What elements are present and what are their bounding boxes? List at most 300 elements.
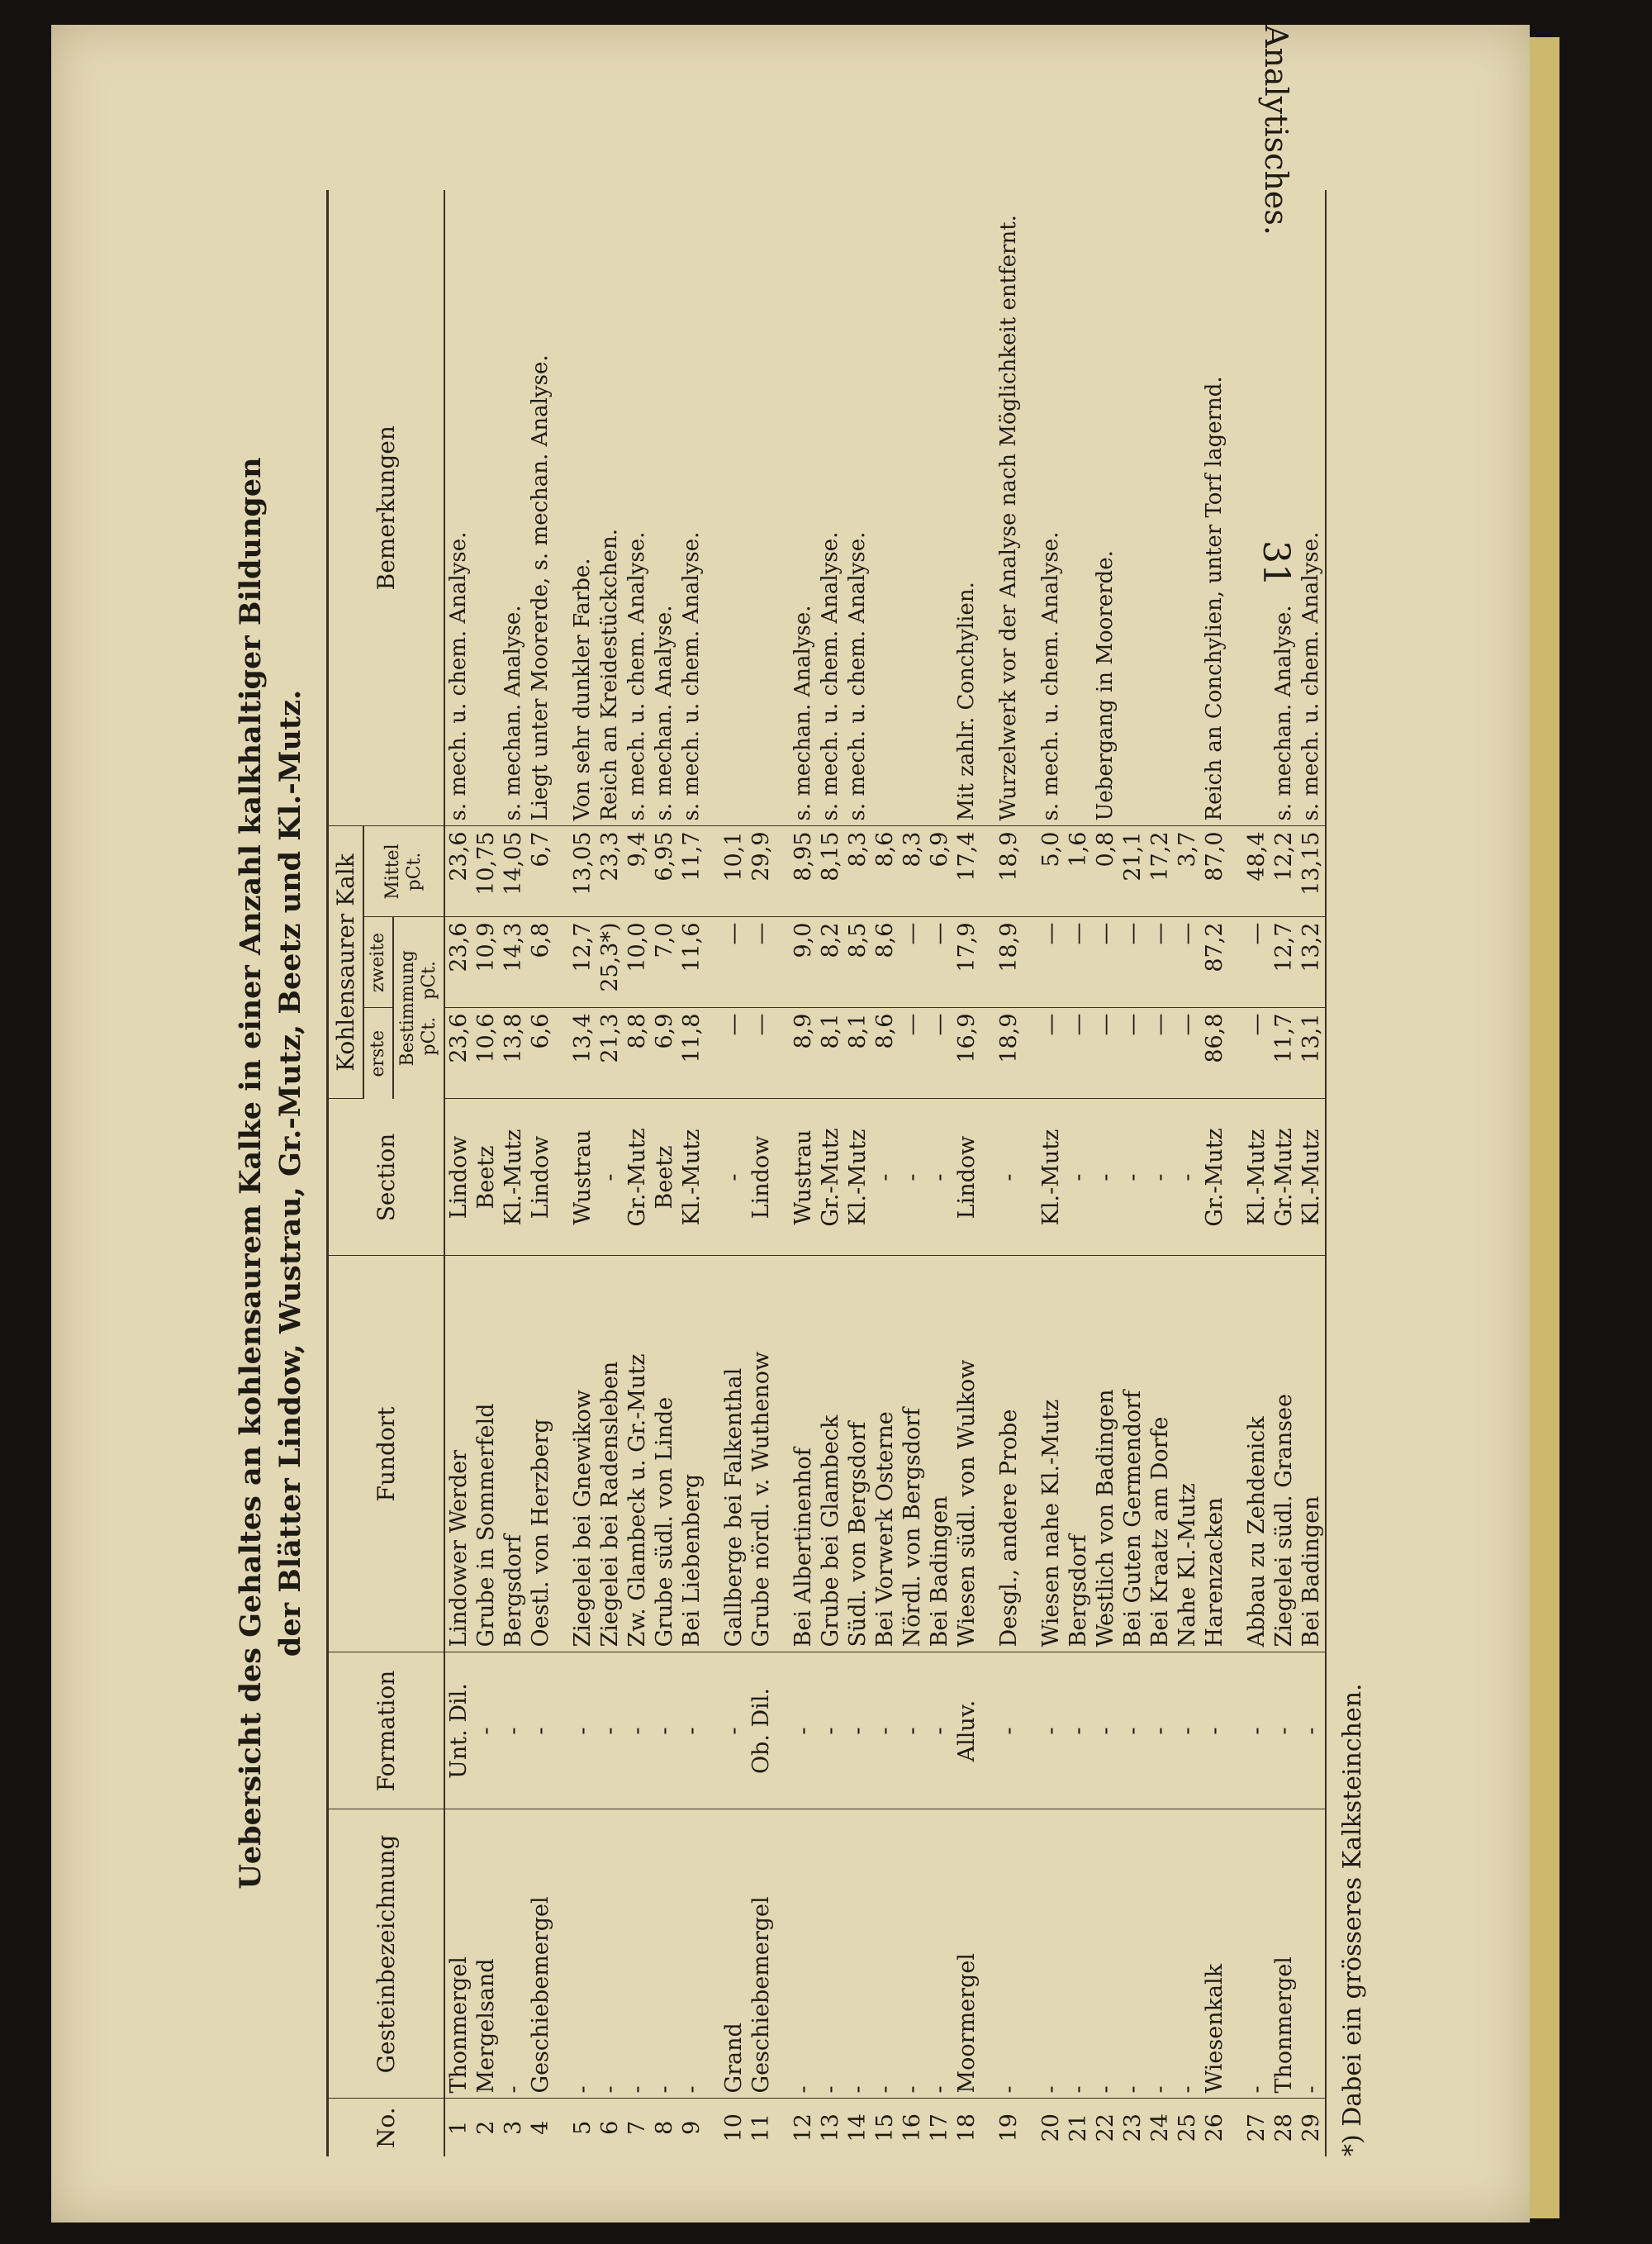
row-section: Kl.-Mutz [1023, 1099, 1065, 1256]
row-erste: 16,9 [953, 1008, 980, 1099]
row-zweite: — [926, 917, 953, 1008]
row-section: - [899, 1099, 926, 1256]
row-no: 26 [1202, 2113, 1227, 2142]
running-title: Analytisches. [1258, 25, 1294, 235]
row-mittel: 8,15 [817, 826, 844, 917]
row-mittel: 10,1 [705, 826, 748, 917]
row-erste: 86,8 [1201, 1008, 1228, 1099]
row-fundort: Bei Badingen [1298, 1256, 1326, 1652]
table-row [871, 190, 899, 2156]
table-row [953, 190, 980, 2156]
row-no: 29 [1298, 2113, 1324, 2142]
row-section: Gr.-Mutz [1270, 1099, 1298, 1256]
row-section: Kl.-Mutz [844, 1099, 871, 1256]
row-section: - [1174, 1099, 1201, 1256]
row-zweite: — [899, 917, 926, 1008]
row-zweite: 6,8 [527, 917, 554, 1008]
row-bemerkung: s. mechan. Analyse. [1270, 190, 1298, 826]
row-zweite: — [1146, 917, 1174, 1008]
row-formation: - [817, 1652, 844, 1809]
row-no: 2 [473, 2120, 499, 2135]
row-no: 14 [845, 2113, 871, 2142]
row-section: Gr.-Mutz [1201, 1099, 1228, 1256]
row-zweite: — [1174, 917, 1201, 1008]
row-mittel: 10,75 [472, 826, 500, 917]
row-erste: 13,4 [554, 1008, 596, 1099]
row-gestein: - [817, 1809, 844, 2099]
row-no: 5 [570, 2120, 596, 2135]
row-formation: - [596, 1652, 624, 1809]
row-gestein: Mergelsand [472, 1809, 500, 2099]
table-row [1092, 190, 1119, 2156]
col-header-gestein: Gesteinbezeichnung [328, 1809, 445, 2099]
row-bemerkung: s. mech. u. chem. Analyse. [817, 190, 844, 826]
row-mittel: 87,0 [1201, 826, 1228, 917]
row-fundort: Bei Guten Germendorf [1119, 1256, 1146, 1652]
row-erste: 13,8 [500, 1008, 527, 1099]
row-gestein: - [1065, 1809, 1092, 2099]
row-fundort: Grube nördl. v. Wuthenow [748, 1256, 775, 1652]
row-zweite: 87,2 [1201, 917, 1228, 1008]
table-row [678, 190, 705, 2156]
row-gestein: - [1146, 1809, 1174, 2099]
row-formation: - [899, 1652, 926, 1809]
row-mittel: 29,9 [748, 826, 775, 917]
table-row [472, 190, 500, 2156]
row-mittel: 17,2 [1146, 826, 1174, 917]
row-fundort: Nördl. von Bergsdorf [899, 1256, 926, 1652]
col-header-no: No. [328, 2099, 445, 2156]
row-formation: - [1146, 1652, 1174, 1809]
row-section: Kl.-Mutz [678, 1099, 705, 1256]
row-erste: 13,1 [1298, 1008, 1326, 1099]
row-section: - [1119, 1099, 1146, 1256]
row-zweite: 13,2 [1298, 917, 1326, 1008]
row-zweite: — [1023, 917, 1065, 1008]
row-section: - [1065, 1099, 1092, 1256]
table-row [527, 190, 554, 2156]
row-bemerkung [748, 190, 775, 826]
table-row [1174, 190, 1201, 2156]
table-row [926, 190, 953, 2156]
row-formation: - [705, 1652, 748, 1809]
row-formation: - [554, 1652, 596, 1809]
row-formation: - [980, 1652, 1023, 1809]
row-mittel: 5,0 [1023, 826, 1065, 917]
row-section: Beetz [472, 1099, 500, 1256]
row-bemerkung: Von sehr dunkler Farbe. [554, 190, 596, 826]
row-mittel: 6,95 [651, 826, 678, 917]
row-mittel: 23,6 [444, 826, 472, 917]
row-bemerkung: s. mechan. Analyse. [775, 190, 817, 826]
row-section: - [1146, 1099, 1174, 1256]
row-erste: — [705, 1008, 748, 1099]
col-header-formation: Formation [328, 1652, 445, 1809]
row-section: - [596, 1099, 624, 1256]
row-section: Lindow [444, 1099, 472, 1256]
row-gestein: - [980, 1809, 1023, 2099]
row-mittel: 8,95 [775, 826, 817, 917]
row-zweite: 18,9 [980, 917, 1023, 1008]
row-gestein: - [1174, 1809, 1201, 2099]
row-formation: - [1119, 1652, 1146, 1809]
row-bemerkung: s. mech. u. chem. Analyse. [1023, 190, 1065, 826]
row-formation: - [1092, 1652, 1119, 1809]
table-row [844, 190, 871, 2156]
row-erste: 8,9 [775, 1008, 817, 1099]
row-formation: - [1065, 1652, 1092, 1809]
row-gestein: - [1228, 1809, 1270, 2099]
row-no: 4 [528, 2120, 553, 2135]
row-gestein: - [1023, 1809, 1065, 2099]
row-erste: — [1092, 1008, 1119, 1099]
row-erste: 8,6 [871, 1008, 899, 1099]
row-mittel: 3,7 [1174, 826, 1201, 917]
row-bemerkung [705, 190, 748, 826]
lime-content-table [326, 190, 1327, 2156]
row-bemerkung [1228, 190, 1270, 826]
row-zweite: 10,0 [624, 917, 651, 1008]
row-formation: - [651, 1652, 678, 1809]
row-formation: - [527, 1652, 554, 1809]
row-bemerkung [1065, 190, 1092, 826]
row-zweite: 8,2 [817, 917, 844, 1008]
row-fundort: Ziegelei bei Gnewikow [554, 1256, 596, 1652]
row-formation: Ob. Dil. [748, 1652, 775, 1809]
row-erste: 21,3 [596, 1008, 624, 1099]
row-mittel: 17,4 [953, 826, 980, 917]
row-no: 24 [1147, 2113, 1173, 2142]
page-number: 31 [1255, 540, 1298, 587]
row-mittel: 14,05 [500, 826, 527, 917]
row-gestein: - [1119, 1809, 1146, 2099]
row-zweite: 8,6 [871, 917, 899, 1008]
table-row [899, 190, 926, 2156]
row-section: Wustrau [554, 1099, 596, 1256]
row-no: 28 [1271, 2113, 1297, 2142]
row-no: 16 [900, 2113, 925, 2142]
row-section: Beetz [651, 1099, 678, 1256]
row-no: 13 [818, 2113, 843, 2142]
row-mittel: 11,7 [678, 826, 705, 917]
col-header-bestimmung: Bestimmung pCt. pCt. [393, 917, 444, 1099]
row-erste: 11,8 [678, 1008, 705, 1099]
row-zweite: — [1092, 917, 1119, 1008]
row-gestein: Thonmergel [444, 1809, 472, 2099]
row-zweite: 17,9 [953, 917, 980, 1008]
row-section: - [705, 1099, 748, 1256]
row-bemerkung: Liegt unter Moorerde, s. mechan. Analyse. [527, 190, 554, 826]
page-edge [1530, 37, 1559, 2218]
row-fundort: Oestl. von Herzberg [527, 1256, 554, 1652]
row-section: Lindow [748, 1099, 775, 1256]
row-formation: - [678, 1652, 705, 1809]
row-mittel: 13,15 [1298, 826, 1326, 917]
row-gestein: - [624, 1809, 651, 2099]
row-erste: 23,6 [444, 1008, 472, 1099]
row-gestein: - [926, 1809, 953, 2099]
table-row [1228, 190, 1270, 2156]
row-section: - [926, 1099, 953, 1256]
row-gestein: - [844, 1809, 871, 2099]
row-mittel: 1,6 [1065, 826, 1092, 917]
row-no: 9 [679, 2120, 705, 2135]
row-gestein: - [500, 1809, 527, 2099]
row-formation: Alluv. [953, 1652, 980, 1809]
row-no: 22 [1093, 2113, 1118, 2142]
table-row [1119, 190, 1146, 2156]
row-erste: — [1119, 1008, 1146, 1099]
row-mittel: 13,05 [554, 826, 596, 917]
row-section: - [1092, 1099, 1119, 1256]
row-erste: — [1174, 1008, 1201, 1099]
row-fundort: Bei Kraatz am Dorfe [1146, 1256, 1174, 1652]
table-row [444, 190, 472, 2156]
row-mittel: 18,9 [980, 826, 1023, 917]
row-erste: — [1228, 1008, 1270, 1099]
row-bemerkung: Wurzelwerk vor der Analyse nach Möglichkeit entfernt. [980, 190, 1023, 826]
row-fundort: Desgl., andere Probe [980, 1256, 1023, 1652]
row-no: 3 [501, 2120, 526, 2135]
row-zweite: 11,6 [678, 917, 705, 1008]
table-row [1146, 190, 1174, 2156]
row-fundort: Bei Liebenberg [678, 1256, 705, 1652]
row-section: Gr.-Mutz [817, 1099, 844, 1256]
row-bemerkung: Reich an Conchylien, unter Torf lagernd. [1201, 190, 1228, 826]
row-zweite: 14,3 [500, 917, 527, 1008]
row-formation: - [472, 1652, 500, 1809]
col-header-zweite: zweite [363, 917, 393, 1008]
row-fundort: Nahe Kl.-Mutz [1174, 1256, 1201, 1652]
row-formation: - [871, 1652, 899, 1809]
table-row [1270, 190, 1298, 2156]
row-gestein: - [596, 1809, 624, 2099]
table-title-line-2: der Blätter Lindow, Wustrau, Gr.-Mutz, Beetz und Kl.-Mutz. [273, 689, 307, 1657]
row-section: Wustrau [775, 1099, 817, 1256]
row-no: 15 [872, 2113, 898, 2142]
row-mittel: 9,4 [624, 826, 651, 917]
row-fundort: Gallberge bei Falkenthal [705, 1256, 748, 1652]
col-header-fundort: Fundort [328, 1256, 445, 1652]
table-row [624, 190, 651, 2156]
row-formation: - [624, 1652, 651, 1809]
table-row [1201, 190, 1228, 2156]
row-bemerkung: Mit zahlr. Conchylien. [953, 190, 980, 826]
row-zweite: — [1228, 917, 1270, 1008]
row-section: Lindow [953, 1099, 980, 1256]
table-row [705, 190, 748, 2156]
row-no: 25 [1175, 2113, 1200, 2142]
row-fundort: Harenzacken [1201, 1256, 1228, 1652]
row-gestein: - [871, 1809, 899, 2099]
row-bemerkung: s. mechan. Analyse. [651, 190, 678, 826]
row-bemerkung: s. mechan. Analyse. [500, 190, 527, 826]
row-bemerkung: s. mech. u. chem. Analyse. [444, 190, 472, 826]
row-bemerkung [871, 190, 899, 826]
row-gestein: Geschiebemergel [748, 1809, 775, 2099]
row-formation: - [1270, 1652, 1298, 1809]
row-erste: — [1023, 1008, 1065, 1099]
row-formation: - [1174, 1652, 1201, 1809]
row-formation: - [1298, 1652, 1326, 1809]
row-gestein: - [678, 1809, 705, 2099]
rotated-table-block [231, 190, 1404, 2156]
row-fundort: Bergsdorf [1065, 1256, 1092, 1652]
row-erste: 11,7 [1270, 1008, 1298, 1099]
row-bemerkung: s. mech. u. chem. Analyse. [1298, 190, 1326, 826]
row-fundort: Bergsdorf [500, 1256, 527, 1652]
row-gestein: - [1298, 1809, 1326, 2099]
row-erste: 8,8 [624, 1008, 651, 1099]
row-erste: — [748, 1008, 775, 1099]
row-gestein: Geschiebemergel [527, 1809, 554, 2099]
table-row [500, 190, 527, 2156]
table-row [817, 190, 844, 2156]
row-zweite: 9,0 [775, 917, 817, 1008]
row-erste: 8,1 [817, 1008, 844, 1099]
footnote: *) Dabei ein grösseres Kalksteinchen. [1338, 1683, 1367, 2156]
row-no: 23 [1120, 2113, 1146, 2142]
row-fundort: Westlich von Badingen [1092, 1256, 1119, 1652]
row-no: 27 [1244, 2113, 1270, 2142]
table-row [1298, 190, 1326, 2156]
row-mittel: 21,1 [1119, 826, 1146, 917]
row-mittel: 8,3 [899, 826, 926, 917]
row-bemerkung [1174, 190, 1201, 826]
row-mittel: 0,8 [1092, 826, 1119, 917]
col-header-kalk-group: Kohlensaurer Kalk [328, 826, 364, 1099]
row-gestein: - [899, 1809, 926, 2099]
row-bemerkung [899, 190, 926, 826]
row-zweite: 10,9 [472, 917, 500, 1008]
row-formation: Unt. Dil. [444, 1652, 472, 1809]
row-no: 6 [597, 2120, 623, 2135]
table-row [775, 190, 817, 2156]
table-row [1065, 190, 1092, 2156]
row-erste: — [1146, 1008, 1174, 1099]
row-fundort: Bei Badingen [926, 1256, 953, 1652]
row-zweite: 25,3*) [596, 917, 624, 1008]
row-no: 21 [1066, 2113, 1091, 2142]
row-erste: 6,6 [527, 1008, 554, 1099]
row-fundort: Bei Albertinenhof [775, 1256, 817, 1652]
row-no: 20 [1038, 2113, 1064, 2142]
row-bemerkung: s. mech. u. chem. Analyse. [678, 190, 705, 826]
row-mittel: 8,6 [871, 826, 899, 917]
row-no: 1 [446, 2120, 472, 2135]
row-erste: 10,6 [472, 1008, 500, 1099]
row-formation: - [844, 1652, 871, 1809]
row-gestein: - [1092, 1809, 1119, 2099]
row-mittel: 12,2 [1270, 826, 1298, 917]
row-mittel: 23,3 [596, 826, 624, 917]
row-bemerkung: s. mech. u. chem. Analyse. [844, 190, 871, 826]
row-no: 12 [790, 2113, 816, 2142]
row-mittel: 8,3 [844, 826, 871, 917]
row-zweite: — [1119, 917, 1146, 1008]
row-fundort: Bei Vorwerk Osterne [871, 1256, 899, 1652]
table-row [651, 190, 678, 2156]
row-erste: 18,9 [980, 1008, 1023, 1099]
col-header-erste: erste [363, 1008, 393, 1099]
row-section: Gr.-Mutz [624, 1099, 651, 1256]
row-erste: 8,1 [844, 1008, 871, 1099]
row-formation: - [926, 1652, 953, 1809]
row-bemerkung [472, 190, 500, 826]
row-formation: - [1201, 1652, 1228, 1809]
row-zweite: — [748, 917, 775, 1008]
row-section: Kl.-Mutz [1228, 1099, 1270, 1256]
row-section: Lindow [527, 1099, 554, 1256]
row-fundort: Grube südl. von Linde [651, 1256, 678, 1652]
col-header-bemerkungen: Bemerkungen [328, 190, 445, 826]
row-fundort: Wiesen südl. von Wulkow [953, 1256, 980, 1652]
row-fundort: Südl. von Bergsdorf [844, 1256, 871, 1652]
row-erste: — [926, 1008, 953, 1099]
table-row [1023, 190, 1065, 2156]
col-header-mittel: Mittel pCt. [363, 826, 444, 917]
row-gestein: Wiesenkalk [1201, 1809, 1228, 2099]
row-zweite: 23,6 [444, 917, 472, 1008]
row-no: 10 [721, 2113, 747, 2142]
row-erste: 6,9 [651, 1008, 678, 1099]
row-no: 19 [996, 2113, 1022, 2142]
row-fundort: Abbau zu Zehdenick [1228, 1256, 1270, 1652]
col-header-section: Section [328, 1099, 445, 1256]
row-gestein: - [651, 1809, 678, 2099]
row-zweite: 12,7 [554, 917, 596, 1008]
row-mittel: 6,9 [926, 826, 953, 917]
row-fundort: Wiesen nahe Kl.-Mutz [1023, 1256, 1065, 1652]
row-section: Kl.-Mutz [1298, 1099, 1326, 1256]
row-bemerkung [1119, 190, 1146, 826]
row-no: 11 [748, 2113, 774, 2142]
row-zweite: 8,5 [844, 917, 871, 1008]
row-erste: — [899, 1008, 926, 1099]
row-bemerkung [926, 190, 953, 826]
row-formation: - [1228, 1652, 1270, 1809]
row-no: 7 [624, 2120, 650, 2135]
row-bemerkung: Reich an Kreidestückchen. [596, 190, 624, 826]
row-fundort: Ziegelei bei Radensleben [596, 1256, 624, 1652]
row-fundort: Lindower Werder [444, 1256, 472, 1652]
row-fundort: Grube in Sommerfeld [472, 1256, 500, 1652]
row-fundort: Grube bei Glambeck [817, 1256, 844, 1652]
row-fundort: Ziegelei südl. Gransee [1270, 1256, 1298, 1652]
row-no: 17 [927, 2113, 952, 2142]
row-mittel: 6,7 [527, 826, 554, 917]
row-gestein: - [775, 1809, 817, 2099]
row-section: - [871, 1099, 899, 1256]
row-gestein: Grand [705, 1809, 748, 2099]
row-zweite: 7,0 [651, 917, 678, 1008]
row-no: 18 [954, 2113, 980, 2142]
row-bemerkung [1146, 190, 1174, 826]
row-formation: - [1023, 1652, 1065, 1809]
table-row [748, 190, 775, 2156]
row-formation: - [775, 1652, 817, 1809]
table-row [554, 190, 596, 2156]
table-title [231, 190, 314, 2156]
row-gestein: Thonmergel [1270, 1809, 1298, 2099]
row-gestein: - [554, 1809, 596, 2099]
row-zweite: 12,7 [1270, 917, 1298, 1008]
row-gestein: Moormergel [953, 1809, 980, 2099]
row-section: Kl.-Mutz [500, 1099, 527, 1256]
row-bemerkung: s. mech. u. chem. Analyse. [624, 190, 651, 826]
row-section: - [980, 1099, 1023, 1256]
table-row [596, 190, 624, 2156]
